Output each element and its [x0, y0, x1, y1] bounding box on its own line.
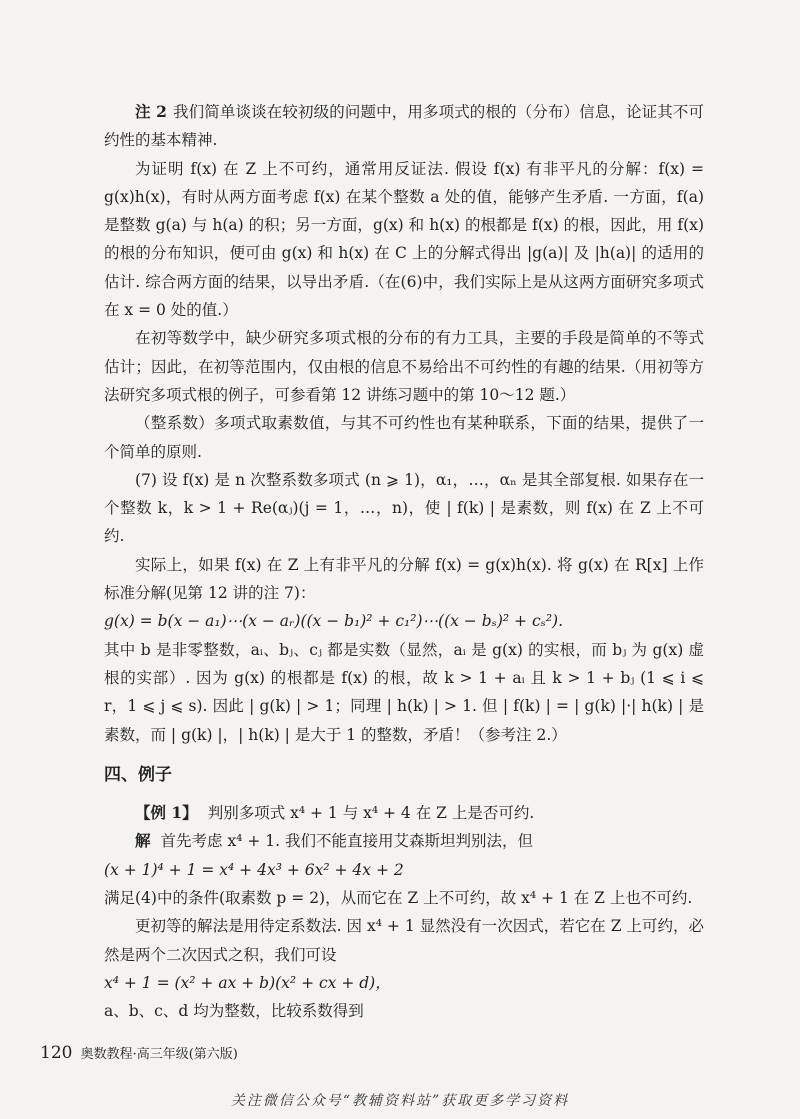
note2-para2: 为证明 f(x) 在 Z 上不可约，通常用反证法. 假设 f(x) 有非平凡的分解：f(x) = g(x)h(x)，有时从两方面考虑 f(x) 在某个整数 a 处的值，能够产生矛盾. 一方面，f(a) 是整数 g(a) 与 h(a) 的积；另一方面，g(x) 和 h(x) 的根都是 f(x) 的根，因此，用 f(x) 的根的分布知识，便可由 g(x) 和 h(x) 在 C 上的分解式得出 |g(a)| 及 |h(a)| 的适用的估计. 综合两方面的结果，以导出矛盾.（在(6)中，我们实际上是从这两方面研究多项式在 x = 0 处的值.）	[104, 159, 704, 320]
theorem7-proof-para1: 实际上，如果 f(x) 在 Z 上有非平凡的分解 f(x) = g(x)h(x). 将 g(x) 在 R[x] 上作标准分解(见第 12 讲的注 7)：	[104, 555, 704, 603]
book-title: 奥数教程·高三年级(第六版)	[80, 1047, 238, 1062]
note2-tag: 注 2	[135, 102, 167, 121]
note2-text: 我们简单谈谈在较初级的问题中，用多项式的根的（分布）信息，论证其不可约性的基本精神.	[104, 103, 704, 150]
page-number: 120	[40, 1043, 73, 1063]
example1-tag: 【例 1】	[135, 803, 198, 823]
note2-para3: 在初等数学中，缺少研究多项式根的分布的有力工具，主要的手段是简单的不等式估计；因此，在初等范围内，仅由根的信息不易给出不可约性的有趣的结果.（用初等方法研究多项式根的例子，可参看第 12 讲练习题中的第 10～12 题.）	[104, 329, 704, 404]
solution-tag: 解	[135, 831, 151, 851]
solution-formula1: (x + 1)⁴ + 1 = x⁴ + 4x³ + 6x² + 4x + 2	[104, 860, 404, 879]
solution-para1	[104, 827, 704, 855]
note2-para1	[104, 98, 704, 155]
solution-formula2: x⁴ + 1 = (x² + ax + b)(x² + cx + d)，	[104, 973, 391, 992]
example1-statement	[104, 799, 704, 827]
theorem7-formula: g(x) = b(x − a₁)⋯(x − aᵣ)((x − b₁)² + c₁²)⋯((x − bₛ)² + cₛ²).	[104, 612, 564, 631]
theorem7-statement: (7) 设 f(x) 是 n 次整系数多项式 (n ⩾ 1)，α₁，…，αₙ 是其全部复根. 如果存在一个整数 k，k > 1 + Re(αⱼ)(j = 1，…，n)，使 | f(k) | 是素数，则 f(x) 在 Z 上不可约.	[104, 470, 704, 546]
page-footer	[40, 1043, 238, 1063]
section-heading: 四、例子	[104, 764, 172, 785]
solution-para2: 满足(4)中的条件(取素数 p = 2)，从而它在 Z 上不可约，故 x⁴ + 1 在 Z 上也不可约.	[104, 889, 693, 908]
note2-para4: （整系数）多项式取素数值，与其不可约性也有某种联系，下面的结果，提供了一个简单的原则.	[104, 414, 704, 461]
watermark-text: 关注微信公众号“教辅资料站”获取更多学习资料	[230, 1093, 570, 1109]
solution-para3: 更初等的解法是用待定系数法. 因 x⁴ + 1 显然没有一次因式，若它在 Z 上可约，必然是两个二次因式之积，我们可设	[104, 917, 704, 964]
solution-text: 首先考虑 x⁴ + 1. 我们不能直接用艾森斯坦判别法，但	[160, 832, 533, 851]
solution-para4: a、b、c、d 均为整数，比较系数得到	[104, 1002, 364, 1021]
example1-text: 判别多项式 x⁴ + 1 与 x⁴ + 4 在 Z 上是否可约.	[207, 804, 535, 823]
body-text	[104, 98, 704, 1026]
theorem7-proof-para2: 其中 b 是非零整数，aᵢ、bⱼ、cⱼ 都是实数（显然，aᵢ 是 g(x) 的实根，而 bⱼ 为 g(x) 虚根的实部）. 因为 g(x) 的根都是 f(x) 的根，故 k > 1 + aᵢ 且 k > 1 + bⱼ (1 ⩽ i ⩽ r，1 ⩽ j ⩽ s). 因此 | g(k) | > 1；同理 | h(k) | > 1. 但 | f(k) | = | g(k) |·| h(k) | 是素数，而 | g(k) |，| h(k) | 是大于 1 的整数，矛盾！（参考注 2.）	[104, 640, 704, 744]
